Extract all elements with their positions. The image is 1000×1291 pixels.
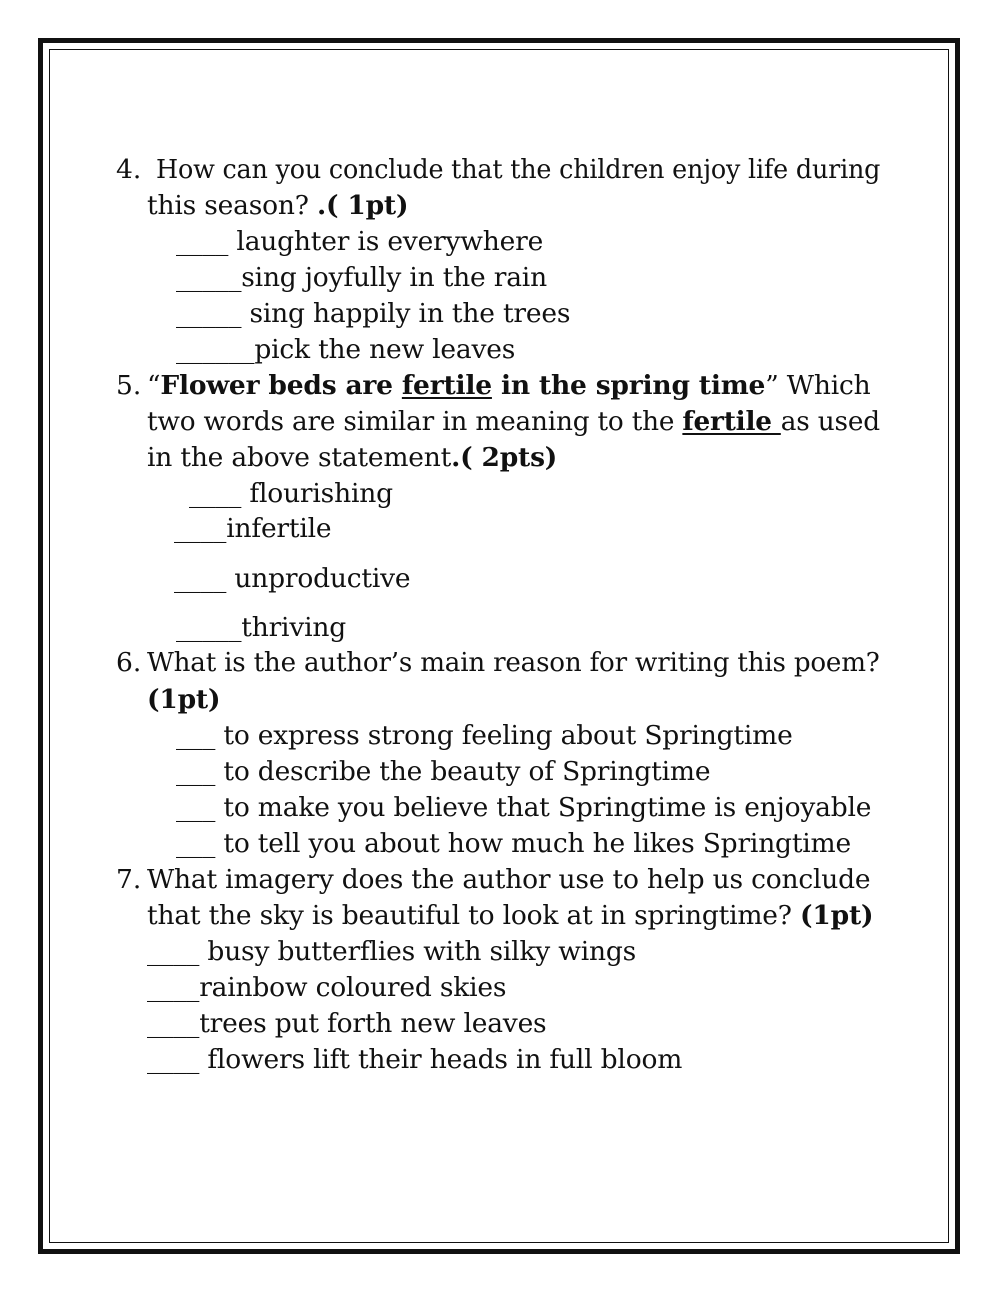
question-prompt-line3: in the above statement.( 2pts) <box>147 442 558 473</box>
answer-option[interactable]: ____rainbow coloured skies <box>147 972 507 1003</box>
answer-blank[interactable]: ______ <box>176 334 255 365</box>
question-prompt-line2: two words are similar in meaning to the fertile as used <box>147 406 880 437</box>
answer-blank[interactable]: ____ <box>147 1008 200 1039</box>
answer-blank[interactable]: ___ <box>176 756 216 787</box>
answer-option[interactable]: ____ flowers lift their heads in full bloom <box>147 1044 683 1075</box>
answer-blank[interactable]: _____ <box>176 262 242 293</box>
question-prompt-line2: that the sky is beautiful to look at in springtime? (1pt) <box>147 900 874 931</box>
question-number: 7. <box>116 864 142 895</box>
points-label: (1pt) <box>147 684 221 715</box>
question-prompt: What imagery does the author use to help us conclude <box>147 864 871 895</box>
answer-blank[interactable]: ____ <box>174 563 227 594</box>
answer-blank[interactable]: ___ <box>176 828 216 859</box>
question-prompt: “Flower beds are fertile in the spring time” Which <box>147 370 871 401</box>
answer-option[interactable]: ____ flourishing <box>189 478 393 509</box>
question-prompt: What is the author’s main reason for writing this poem? <box>147 647 880 678</box>
answer-blank[interactable]: ____ <box>147 1044 200 1075</box>
answer-blank[interactable]: ____ <box>189 478 242 509</box>
answer-option[interactable]: ____ laughter is everywhere <box>176 226 544 257</box>
answer-option[interactable]: ____trees put forth new leaves <box>147 1008 547 1039</box>
answer-blank[interactable]: ____ <box>176 226 229 257</box>
question-prompt: How can you conclude that the children enjoy life during <box>156 154 881 185</box>
question-number: 4. <box>116 154 142 185</box>
question-prompt-line2: this season? .( 1pt) <box>147 190 409 221</box>
answer-blank[interactable]: ____ <box>147 972 200 1003</box>
answer-option[interactable]: ___ to describe the beauty of Springtime <box>176 756 711 787</box>
answer-option[interactable]: ____ unproductive <box>174 563 411 594</box>
answer-option[interactable]: _____sing joyfully in the rain <box>176 262 547 293</box>
question-number: 6. <box>116 647 142 678</box>
answer-option[interactable]: ______pick the new leaves <box>176 334 516 365</box>
answer-option[interactable]: ___ to tell you about how much he likes Springtime <box>176 828 851 859</box>
answer-option[interactable]: _____ sing happily in the trees <box>176 298 571 329</box>
points-label: .( 2pts) <box>451 442 558 473</box>
answer-blank[interactable]: ___ <box>176 720 216 751</box>
points-label: .( 1pt) <box>316 190 409 221</box>
answer-option[interactable]: ____infertile <box>174 513 332 544</box>
answer-option[interactable]: ____ busy butterflies with silky wings <box>147 936 637 967</box>
answer-blank[interactable]: ____ <box>174 513 227 544</box>
answer-blank[interactable]: ___ <box>176 792 216 823</box>
answer-option[interactable]: _____thriving <box>176 612 347 643</box>
keyword-fertile: fertile <box>401 370 492 401</box>
answer-blank[interactable]: ____ <box>147 936 200 967</box>
answer-blank[interactable]: _____ <box>176 612 242 643</box>
keyword-fertile: fertile <box>682 406 781 437</box>
points-label: (1pt) <box>800 900 874 931</box>
answer-blank[interactable]: _____ <box>176 298 242 329</box>
answer-option[interactable]: ___ to express strong feeling about Springtime <box>176 720 793 751</box>
question-number: 5. <box>116 370 142 401</box>
answer-option[interactable]: ___ to make you believe that Springtime is enjoyable <box>176 792 872 823</box>
